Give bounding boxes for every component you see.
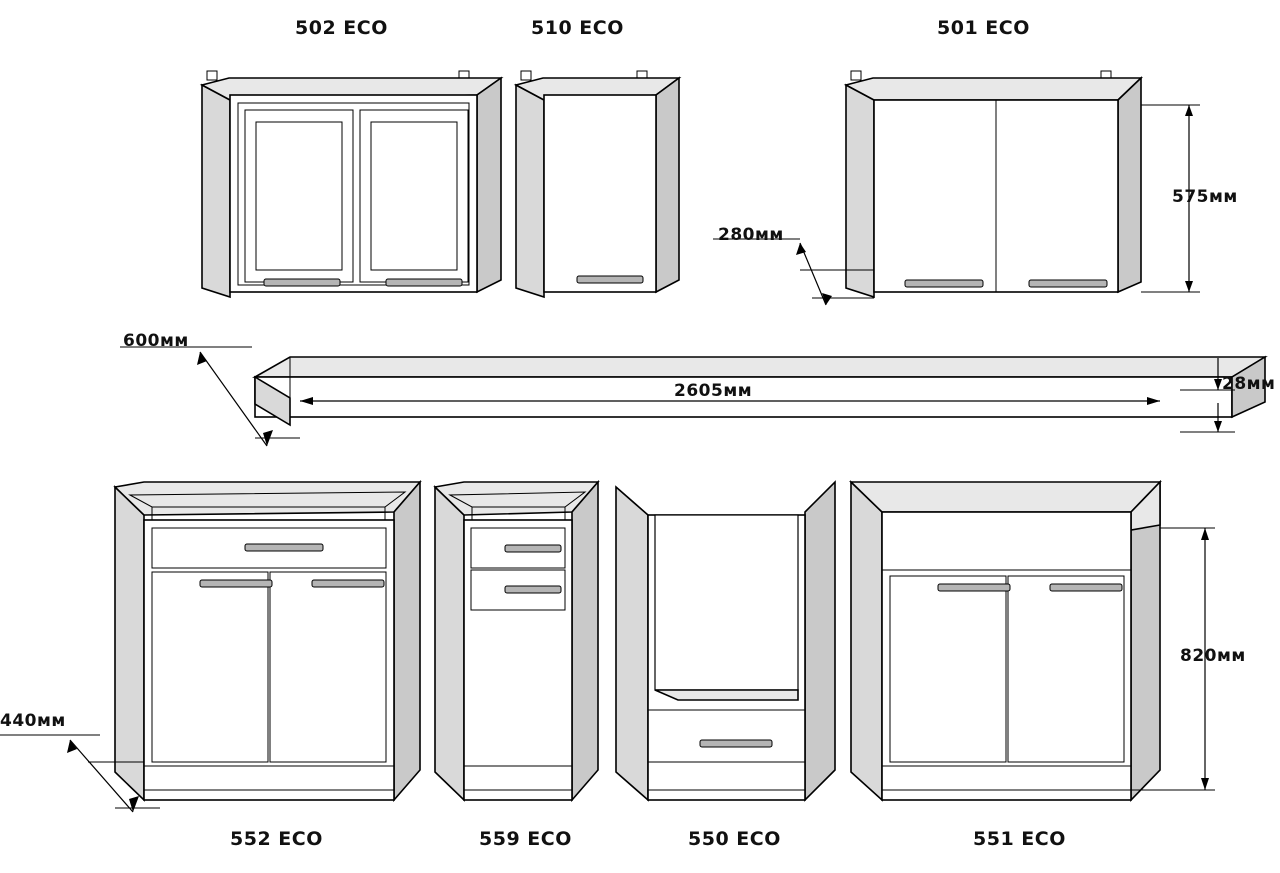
dimension-label-820: 820мм <box>1180 646 1246 666</box>
dimension-label-280: 280мм <box>718 225 784 245</box>
cabinet-title-501: 501 ECO <box>937 17 1030 39</box>
dimension-label-28: 28мм <box>1222 374 1276 394</box>
cabinet-title-510: 510 ECO <box>531 17 624 39</box>
cabinet-title-550: 550 ECO <box>688 828 781 850</box>
cabinet-title-552: 552 ECO <box>230 828 323 850</box>
cabinet-551-eco <box>851 482 1160 800</box>
cabinet-title-551: 551 ECO <box>973 828 1066 850</box>
dimension-label-600: 600мм <box>123 331 189 351</box>
cabinet-501-eco <box>846 71 1141 297</box>
dimension-label-440: 440мм <box>0 711 66 731</box>
dimension-label-575: 575мм <box>1172 187 1238 207</box>
cabinet-550-eco <box>616 482 835 800</box>
cabinet-title-502: 502 ECO <box>295 17 388 39</box>
cabinet-552-eco <box>115 482 420 800</box>
dimension-label-2605: 2605мм <box>674 381 753 401</box>
worktop <box>255 357 1265 425</box>
cabinet-502-eco <box>202 71 501 297</box>
cabinet-510-eco <box>516 71 679 297</box>
cabinet-559-eco <box>435 482 598 800</box>
cabinet-title-559: 559 ECO <box>479 828 572 850</box>
